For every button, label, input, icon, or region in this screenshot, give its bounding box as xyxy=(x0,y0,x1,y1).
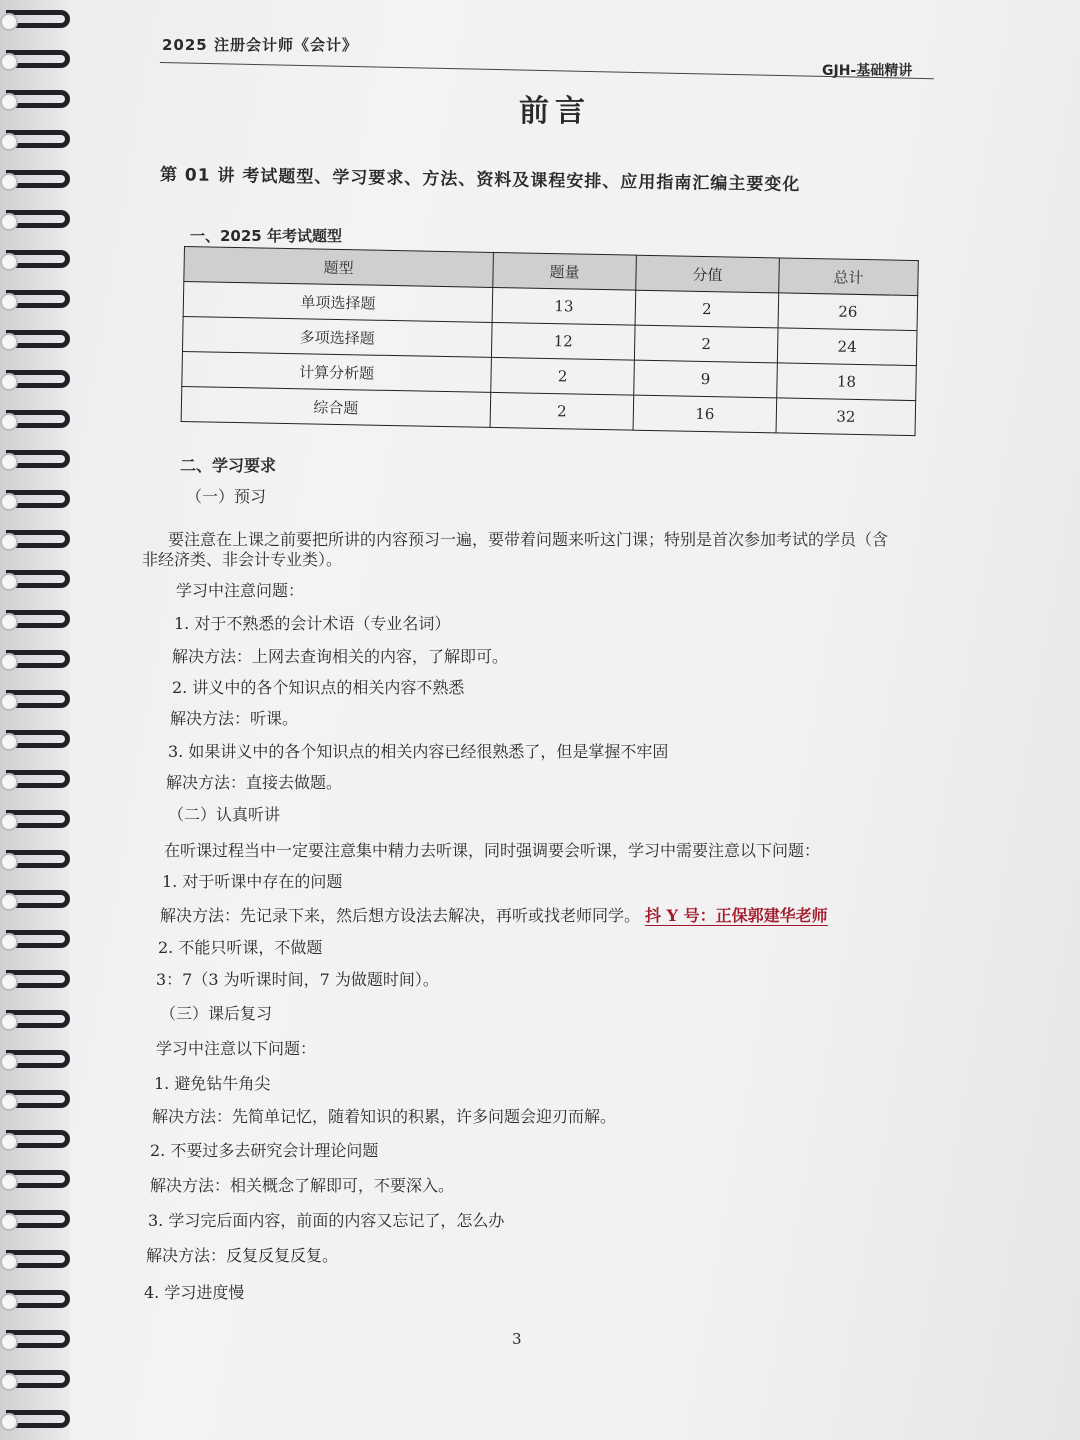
binding-ring-icon xyxy=(6,210,70,228)
table-cell: 计算分析题 xyxy=(182,351,492,392)
list-item-solution: 解决方法：直接去做题。 xyxy=(166,773,343,792)
section-heading-exam-types: 一、2025 年考试题型 xyxy=(190,227,342,245)
table-cell: 12 xyxy=(491,322,635,360)
table-cell: 2 xyxy=(635,290,779,328)
column-header: 题量 xyxy=(493,252,637,290)
table-cell: 单项选择题 xyxy=(183,282,493,323)
list-item: 2. 不能只听课，不做题 xyxy=(158,938,323,957)
binding-ring-icon xyxy=(6,1050,70,1068)
table-cell: 16 xyxy=(633,395,777,433)
list-item: 2. 讲义中的各个知识点的相关内容不熟悉 xyxy=(172,678,465,697)
list-item: 4. 学习进度慢 xyxy=(144,1283,245,1302)
table-cell: 26 xyxy=(778,293,918,331)
list-item: 3. 如果讲义中的各个知识点的相关内容已经很熟悉了，但是掌握不牢固 xyxy=(168,742,669,761)
binding-ring-icon xyxy=(6,450,70,468)
running-header-course: GJH-基础精讲 xyxy=(822,63,913,79)
subsection-heading-review: （三）课后复习 xyxy=(160,1004,273,1023)
binding-ring-icon xyxy=(6,1090,70,1108)
table-cell: 综合题 xyxy=(181,386,491,427)
column-header: 题型 xyxy=(184,247,494,288)
binding-ring-icon xyxy=(6,810,70,828)
list-item: 2. 不要过多去研究会计理论问题 xyxy=(150,1141,379,1160)
binding-ring-icon xyxy=(6,490,70,508)
binding-ring-icon xyxy=(6,1210,70,1228)
list-item: 3. 学习完后面内容，前面的内容又忘记了，怎么办 xyxy=(148,1211,505,1230)
table-cell: 2 xyxy=(490,392,634,430)
binding-ring-icon xyxy=(6,10,70,28)
binding-ring-icon xyxy=(6,170,70,188)
binding-ring-icon xyxy=(6,1330,70,1348)
table-cell: 24 xyxy=(777,328,917,366)
subsection-heading-preview: （一）预习 xyxy=(186,487,267,506)
binding-ring-icon xyxy=(6,850,70,868)
binding-ring-icon xyxy=(6,1290,70,1308)
table-cell: 18 xyxy=(777,363,917,401)
paragraph-line: 非经济类、非会计专业类）。 xyxy=(142,550,343,569)
binding-ring-icon xyxy=(6,970,70,988)
page-title: 前言 xyxy=(519,94,591,129)
binding-ring-icon xyxy=(6,330,70,348)
binding-ring-icon xyxy=(6,1410,70,1428)
list-item-solution: 解决方法：相关概念了解即可，不要深入。 xyxy=(150,1176,455,1195)
solution-text: 解决方法：先记录下来，然后想方设法去解决，再听或找老师同学。 xyxy=(160,906,641,925)
column-header: 总计 xyxy=(779,258,919,296)
binding-ring-icon xyxy=(6,770,70,788)
list-item-solution: 解决方法：反复反复反复。 xyxy=(146,1246,339,1265)
douyin-handle-note: 抖 Y 号：正保郭建华老师 xyxy=(645,906,828,925)
subsection-heading-listen: （二）认真听讲 xyxy=(168,805,281,824)
list-item-solution: 解决方法：先简单记忆，随着知识的积累，许多问题会迎刃而解。 xyxy=(152,1107,617,1126)
binding-ring-icon xyxy=(6,250,70,268)
binding-ring-icon xyxy=(6,1370,70,1388)
binding-ring-icon xyxy=(6,50,70,68)
list-item-solution: 3：7（3 为听课时间，7 为做题时间）。 xyxy=(156,970,439,989)
section-heading-study-requirements: 二、学习要求 xyxy=(180,456,277,475)
table-cell: 2 xyxy=(634,325,778,363)
binding-ring-icon xyxy=(6,690,70,708)
paragraph-line: 学习中注意以下问题： xyxy=(156,1039,317,1058)
paragraph-line: 在听课过程当中一定要注意集中精力去听课，同时强调要会听课，学习中需要注意以下问题： xyxy=(164,841,821,860)
binding-ring-icon xyxy=(6,610,70,628)
table-cell: 9 xyxy=(634,360,778,398)
list-item: 1. 对于不熟悉的会计术语（专业名词） xyxy=(174,614,451,633)
table-cell: 多项选择题 xyxy=(182,316,492,357)
paragraph-line: 要注意在上课之前要把所讲的内容预习一遍，要带着问题来听这门课；特别是首次参加考试的学员（含 xyxy=(168,530,889,549)
binding-ring-icon xyxy=(6,730,70,748)
binding-ring-icon xyxy=(6,1130,70,1148)
binding-ring-icon xyxy=(6,1250,70,1268)
binding-ring-icon xyxy=(6,930,70,948)
list-item-solution xyxy=(160,903,828,926)
binding-ring-icon xyxy=(6,410,70,428)
binding-ring-icon xyxy=(6,370,70,388)
page-number: 3 xyxy=(512,1330,522,1348)
header-divider xyxy=(160,62,934,79)
list-item: 1. 对于听课中存在的问题 xyxy=(162,872,343,891)
binding-ring-icon xyxy=(6,530,70,548)
binding-ring-icon xyxy=(6,890,70,908)
binding-ring-icon xyxy=(6,130,70,148)
binding-ring-icon xyxy=(6,1170,70,1188)
exam-type-table xyxy=(181,246,919,436)
binding-ring-icon xyxy=(6,1010,70,1028)
list-item: 1. 避免钻牛角尖 xyxy=(154,1074,271,1093)
binding-ring-icon xyxy=(6,570,70,588)
paragraph-line: 学习中注意问题： xyxy=(176,581,305,600)
table-cell: 13 xyxy=(492,287,636,325)
binding-ring-icon xyxy=(6,650,70,668)
lecture-heading: 第 01 讲 考试题型、学习要求、方法、资料及课程安排、应用指南汇编主要变化 xyxy=(159,165,801,196)
running-header-title: 2025 注册会计师《会计》 xyxy=(162,36,358,54)
table-cell: 2 xyxy=(491,357,635,395)
binding-ring-icon xyxy=(6,290,70,308)
list-item-solution: 解决方法：听课。 xyxy=(170,709,299,728)
table-cell: 32 xyxy=(776,398,916,436)
list-item-solution: 解决方法：上网去查询相关的内容，了解即可。 xyxy=(172,647,509,666)
binding-spine xyxy=(0,0,70,1440)
column-header: 分值 xyxy=(636,255,780,293)
